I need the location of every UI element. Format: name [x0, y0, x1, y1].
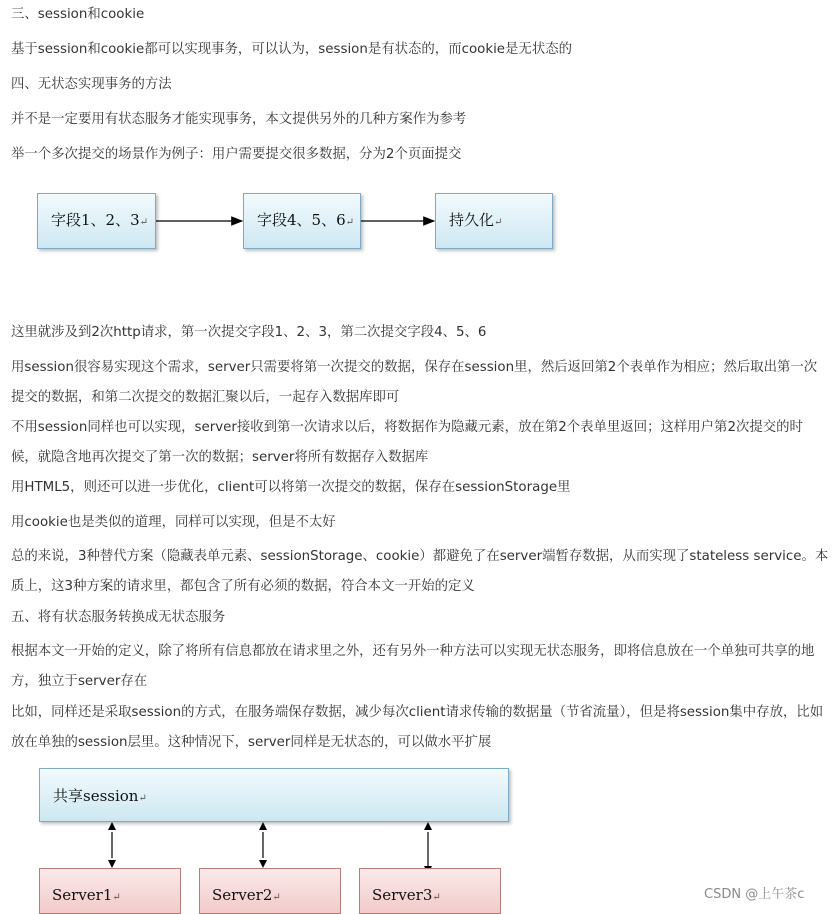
paragraph-mark: ↵: [345, 217, 355, 228]
paragraph-2: 并不是一定要用有状态服务才能实现事务，本文提供另外的几种方案作为参考: [11, 112, 467, 127]
paragraph-6: 不用session同样也可以实现，server接收到第一次请求以后，将数据作为隐藏元素，放在第2个表单里返回；这样用户第2次提交的时候，就隐含地再次提交了第一次的数据；server将所有数据存入数据库: [11, 420, 803, 465]
shared-session-label: 共享session: [53, 787, 139, 805]
flow-box-label: 持久化: [449, 211, 495, 229]
flow-box-label: 字段1、2、3: [51, 211, 140, 229]
paragraph-3: 举一个多次提交的场景作为例子：用户需要提交很多数据，分为2个页面提交: [11, 147, 462, 162]
server-box-2: [199, 868, 341, 914]
server-label: Server1: [52, 886, 113, 904]
paragraph-5: 用session很容易实现这个需求，server只需要将第一次提交的数据，保存在session里，然后返回第2个表单作为相应；然后取出第一次提交的数据，和第二次提交的数据汇聚以后，一起存入数据库即可: [11, 360, 818, 405]
paragraph-mark: ↵: [138, 793, 147, 804]
paragraph-10: 根据本文一开始的定义，除了将所有信息都放在请求里之外，还有另外一种方法可以实现无状态服务，即将信息放在一个单独可共享的地方，独立于server存在: [11, 644, 815, 689]
flow-box-persistence: [435, 193, 553, 249]
paragraph-mark: ↵: [139, 217, 149, 228]
paragraph-mark: ↵: [494, 217, 503, 228]
paragraph-mark: ↵: [432, 892, 441, 903]
paragraph-11: 比如，同样还是采取session的方式，在服务端保存数据，减少每次client请求传输的数据量（节省流量），但是将session集中存放，比如放在单独的session层里。这种情况下，server同样是无状态的，可以做水平扩展: [11, 705, 824, 750]
paragraph-4: 这里就涉及到2次http请求，第一次提交字段1、2、3，第二次提交字段4、5、6: [11, 325, 487, 340]
paragraph-8: 用cookie也是类似的道理，同样可以实现，但是不太好: [11, 515, 336, 530]
paragraph-1: 基于session和cookie都可以实现事务，可以认为，session是有状态的，而cookie是无状态的: [11, 42, 572, 57]
section-heading-3: 三、session和cookie: [11, 7, 145, 22]
server-box-3: [359, 868, 501, 914]
csdn-watermark: CSDN @上午茶c: [704, 887, 805, 902]
flow-box-label: 字段4、5、6: [257, 211, 346, 229]
section-heading-5: 五、将有状态服务转换成无状态服务: [11, 610, 226, 625]
flow-box-fields-1-3: [37, 193, 156, 249]
server-box-1: [39, 868, 181, 914]
paragraph-9: 总的来说，3种替代方案（隐藏表单元素、sessionStorage、cookie）都避免了在server端暂存数据，从而实现了stateless service。本质上，这3种方案的请求里，都包含了所有必须的数据，符合本文一开始的定义: [11, 549, 829, 594]
server-label: Server2: [212, 886, 273, 904]
paragraph-7: 用HTML5，则还可以进一步优化，client可以将第一次提交的数据，保存在sessionStorage里: [11, 480, 571, 495]
paragraph-mark: ↵: [112, 892, 121, 903]
paragraph-mark: ↵: [272, 892, 281, 903]
section-heading-4: 四、无状态实现事务的方法: [11, 77, 172, 92]
flow-box-fields-4-6: [243, 193, 361, 249]
server-label: Server3: [372, 886, 433, 904]
shared-session-box: [39, 768, 509, 822]
